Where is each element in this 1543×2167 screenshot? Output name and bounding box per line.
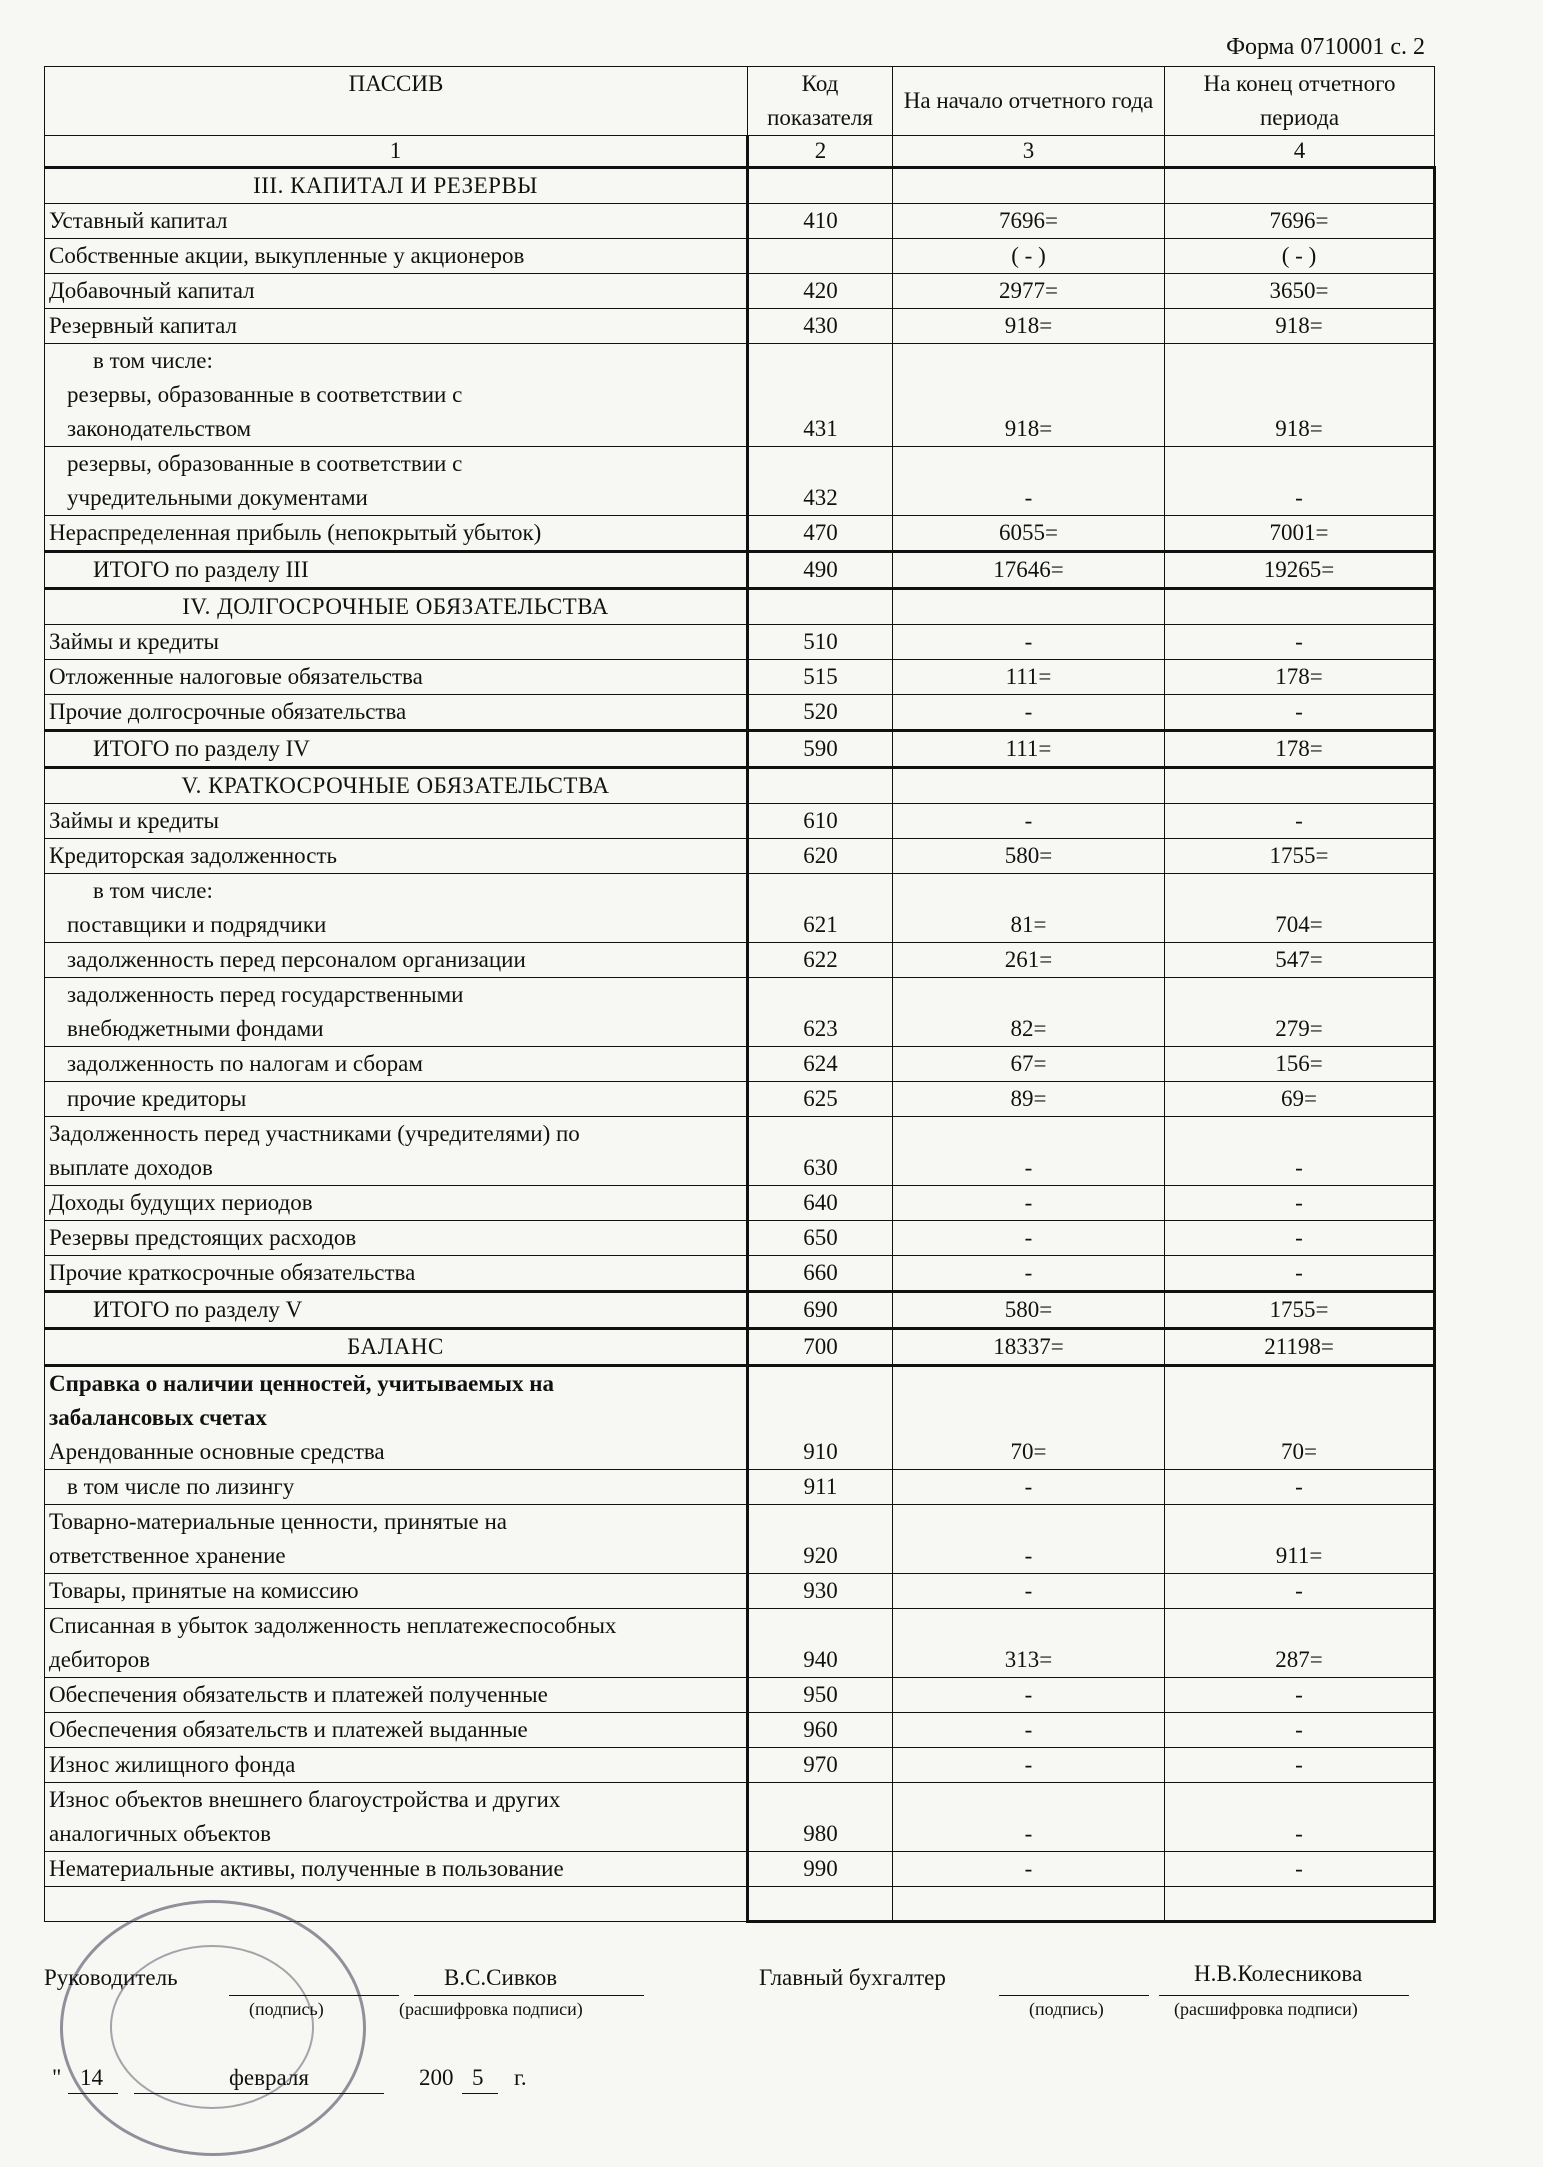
head-label: Руководитель — [44, 1965, 178, 1990]
row-start-value: 6055= — [893, 516, 1165, 552]
row-code: 490 — [748, 552, 893, 589]
row-code: 610 — [748, 804, 893, 839]
table-row — [45, 978, 1435, 1047]
incl-label: в том числе: — [93, 878, 213, 903]
row-start-value: 111= — [893, 731, 1165, 768]
row-label: Резервный капитал — [45, 309, 748, 344]
row-code: 510 — [748, 625, 893, 660]
row-end-value: - — [1165, 1574, 1435, 1609]
row-end-value: 3650= — [1165, 274, 1435, 309]
head-name: В.С.Сивков — [444, 1965, 558, 1990]
row-label-line1: Износ объектов внешнего благоустройства и других — [49, 1787, 561, 1812]
table-row — [45, 1470, 1435, 1505]
row-code: 920 — [748, 1505, 893, 1574]
accountant-decode-hint: (расшифровка подписи) — [1174, 1999, 1358, 2019]
row-label — [45, 1609, 748, 1678]
table-row — [45, 1713, 1435, 1748]
row-end-value: 918= — [1165, 309, 1435, 344]
accountant-label: Главный бухгалтер — [759, 1965, 946, 1990]
table-row — [45, 804, 1435, 839]
row-start-value: 70= — [893, 1366, 1165, 1470]
date-month: февраля — [229, 2065, 309, 2090]
row-code: 650 — [748, 1221, 893, 1256]
row-label: задолженность по налогам и сборам — [45, 1047, 748, 1082]
balance-sheet-liabilities-table — [44, 66, 1436, 1923]
row-start-value: 261= — [893, 943, 1165, 978]
row-code: 515 — [748, 660, 893, 695]
row-label: прочие кредиторы — [45, 1082, 748, 1117]
row-label: Нематериальные активы, полученные в пользование — [45, 1852, 748, 1887]
table-row — [45, 1221, 1435, 1256]
row-label-line2: учредительными документами — [67, 485, 368, 510]
row-label: Прочие долгосрочные обязательства — [45, 695, 748, 731]
col-number-2: 2 — [748, 136, 893, 168]
accountant-name: Н.В.Колесникова — [1194, 1961, 1363, 1986]
row-code: 620 — [748, 839, 893, 874]
table-row — [45, 1256, 1435, 1292]
col-number-4: 4 — [1165, 136, 1435, 168]
row-label: Отложенные налоговые обязательства — [45, 660, 748, 695]
row-code: 410 — [748, 204, 893, 239]
row-label-line: Арендованные основные средства — [49, 1439, 385, 1464]
accountant-signature-line — [999, 1965, 1149, 1996]
section-title-5: V. КРАТКОСРОЧНЫЕ ОБЯЗАТЕЛЬСТВА — [45, 768, 748, 804]
row-end-value: - — [1165, 695, 1435, 731]
table-row — [45, 1678, 1435, 1713]
row-start-value: - — [893, 1574, 1165, 1609]
row-start-value: 7696= — [893, 204, 1165, 239]
date-year-suffix: г. — [514, 2065, 527, 2090]
row-end-value: 1755= — [1165, 1292, 1435, 1329]
row-start-value: - — [893, 1186, 1165, 1221]
row-code: 470 — [748, 516, 893, 552]
row-code: 630 — [748, 1117, 893, 1186]
head-sign-hint: (подпись) — [249, 1999, 324, 2019]
table-row — [45, 344, 1435, 447]
empty-cell — [893, 768, 1165, 804]
row-label — [45, 1117, 748, 1186]
row-end-value: 21198= — [1165, 1329, 1435, 1366]
row-code: 432 — [748, 447, 893, 516]
table-row — [45, 1047, 1435, 1082]
row-end-value: - — [1165, 1678, 1435, 1713]
row-label-line2: ответственное хранение — [49, 1543, 286, 1568]
row-end-value: 178= — [1165, 660, 1435, 695]
row-code: 690 — [748, 1292, 893, 1329]
row-label-line1: задолженность перед государственными — [67, 982, 464, 1007]
row-start-value: - — [893, 447, 1165, 516]
row-start-value: - — [893, 1117, 1165, 1186]
row-code: 911 — [748, 1470, 893, 1505]
row-end-value: 1755= — [1165, 839, 1435, 874]
total-row — [45, 731, 1435, 768]
section-title-4: IV. ДОЛГОСРОЧНЫЕ ОБЯЗАТЕЛЬСТВА — [45, 589, 748, 625]
row-label: ИТОГО по разделу V — [45, 1292, 748, 1329]
section-title-3: III. КАПИТАЛ И РЕЗЕРВЫ — [45, 168, 748, 204]
accountant-sign-hint: (подпись) — [1029, 1999, 1104, 2019]
row-code: 623 — [748, 978, 893, 1047]
row-end-value: - — [1165, 1117, 1435, 1186]
date-year-digit: 5 — [472, 2065, 484, 2090]
row-end-value: - — [1165, 447, 1435, 516]
row-label-line2: законодательством — [67, 416, 252, 441]
head-signature-line — [229, 1965, 399, 1996]
row-label-line2: дебиторов — [49, 1647, 151, 1672]
table-row — [45, 1783, 1435, 1852]
row-start-value: 2977= — [893, 274, 1165, 309]
table-row — [45, 1186, 1435, 1221]
row-code: 960 — [748, 1713, 893, 1748]
row-start-value: 918= — [893, 309, 1165, 344]
row-code: 621 — [748, 874, 893, 943]
row-code: 950 — [748, 1678, 893, 1713]
row-start-value: 82= — [893, 978, 1165, 1047]
row-code: 430 — [748, 309, 893, 344]
head-decode-hint: (расшифровка подписи) — [399, 1999, 583, 2019]
table-row — [45, 1082, 1435, 1117]
header-liabilities: ПАССИВ — [45, 67, 748, 136]
empty-cell — [1165, 768, 1435, 804]
total-row — [45, 552, 1435, 589]
table-row — [45, 204, 1435, 239]
row-code: 980 — [748, 1783, 893, 1852]
table-row — [45, 447, 1435, 516]
empty-cell — [748, 768, 893, 804]
balance-total-row — [45, 1329, 1435, 1366]
row-label: Кредиторская задолженность — [45, 839, 748, 874]
row-label — [45, 447, 748, 516]
table-row — [45, 1574, 1435, 1609]
row-code: 625 — [748, 1082, 893, 1117]
row-start-value: - — [893, 1221, 1165, 1256]
row-start-value: - — [893, 1470, 1165, 1505]
row-label-line1: Товарно-материальные ценности, принятые на — [49, 1509, 507, 1534]
row-end-value: 19265= — [1165, 552, 1435, 589]
table-row — [45, 1117, 1435, 1186]
row-end-value: 69= — [1165, 1082, 1435, 1117]
table-row — [45, 839, 1435, 874]
row-label: Нераспределенная прибыль (непокрытый убыток) — [45, 516, 748, 552]
row-code: 640 — [748, 1186, 893, 1221]
row-end-value: 178= — [1165, 731, 1435, 768]
table-row — [45, 625, 1435, 660]
row-code — [748, 239, 893, 274]
row-end-value: 911= — [1165, 1505, 1435, 1574]
row-end-value: 156= — [1165, 1047, 1435, 1082]
row-end-value: - — [1165, 804, 1435, 839]
row-end-value: 287= — [1165, 1609, 1435, 1678]
table-row — [45, 1748, 1435, 1783]
row-label-line2: выплате доходов — [49, 1155, 213, 1180]
row-label: Собственные акции, выкупленные у акционеров — [45, 239, 748, 274]
form-number: Форма 0710001 с. 2 — [1226, 34, 1425, 60]
row-start-value: ( - ) — [893, 239, 1165, 274]
row-start-value: 580= — [893, 839, 1165, 874]
row-end-value: 7696= — [1165, 204, 1435, 239]
date-day: 14 — [80, 2065, 103, 2090]
row-code: 590 — [748, 731, 893, 768]
row-end-value: - — [1165, 1713, 1435, 1748]
row-end-value: 279= — [1165, 978, 1435, 1047]
row-end-value: 918= — [1165, 344, 1435, 447]
row-start-value: 918= — [893, 344, 1165, 447]
off-balance-title-line2: забалансовых счетах — [49, 1405, 267, 1430]
header-row — [45, 67, 1435, 136]
date-year-prefix: 200 — [419, 2065, 454, 2090]
row-label — [45, 1366, 748, 1470]
table-row — [45, 695, 1435, 731]
row-start-value: - — [893, 695, 1165, 731]
table-row — [45, 1609, 1435, 1678]
row-start-value: 580= — [893, 1292, 1165, 1329]
row-label-line2: аналогичных объектов — [49, 1821, 271, 1846]
row-start-value: - — [893, 1783, 1165, 1852]
row-start-value: - — [893, 1256, 1165, 1292]
row-end-value: - — [1165, 1470, 1435, 1505]
row-label: ИТОГО по разделу III — [45, 552, 748, 589]
table-row — [45, 943, 1435, 978]
row-end-value: ( - ) — [1165, 239, 1435, 274]
row-code: 910 — [748, 1366, 893, 1470]
row-label: Уставный капитал — [45, 204, 748, 239]
header-start: На начало отчетного года — [893, 67, 1165, 136]
row-label-line1: Задолженность перед участниками (учредителями) по — [49, 1121, 580, 1146]
row-code: 660 — [748, 1256, 893, 1292]
row-end-value: 7001= — [1165, 516, 1435, 552]
row-start-value: 18337= — [893, 1329, 1165, 1366]
row-start-value: - — [893, 1713, 1165, 1748]
row-code: 624 — [748, 1047, 893, 1082]
row-label-line1: резервы, образованные в соответствии с — [67, 382, 463, 407]
header-end: На конец отчетного периода — [1165, 67, 1435, 136]
row-code: 930 — [748, 1574, 893, 1609]
row-end-value: 547= — [1165, 943, 1435, 978]
row-code: 970 — [748, 1748, 893, 1783]
table-row — [45, 874, 1435, 943]
row-label — [45, 344, 748, 447]
off-balance-title-line1: Справка о наличии ценностей, учитываемых на — [49, 1371, 554, 1396]
row-start-value: - — [893, 1748, 1165, 1783]
empty-cell — [748, 168, 893, 204]
row-end-value: - — [1165, 625, 1435, 660]
table-row — [45, 516, 1435, 552]
row-code: 420 — [748, 274, 893, 309]
total-row — [45, 1292, 1435, 1329]
header-code: Код показателя — [748, 67, 893, 136]
empty-cell — [1165, 1887, 1435, 1922]
row-label: Товары, принятые на комиссию — [45, 1574, 748, 1609]
row-end-value: 704= — [1165, 874, 1435, 943]
row-label: в том числе по лизингу — [45, 1470, 748, 1505]
row-label-line2: внебюджетными фондами — [67, 1016, 324, 1041]
row-label-line1: резервы, образованные в соответствии с — [67, 451, 463, 476]
row-label: задолженность перед персоналом организации — [45, 943, 748, 978]
row-start-value: 81= — [893, 874, 1165, 943]
table-row — [45, 1852, 1435, 1887]
row-code: 622 — [748, 943, 893, 978]
row-code: 431 — [748, 344, 893, 447]
row-start-value: - — [893, 804, 1165, 839]
row-start-value: - — [893, 1678, 1165, 1713]
row-start-value: - — [893, 1852, 1165, 1887]
row-label — [45, 1783, 748, 1852]
row-label: Резервы предстоящих расходов — [45, 1221, 748, 1256]
empty-cell — [748, 589, 893, 625]
row-label: Добавочный капитал — [45, 274, 748, 309]
signatures-block — [44, 1961, 1444, 2125]
row-label-line: поставщики и подрядчики — [67, 912, 327, 937]
row-start-value: 111= — [893, 660, 1165, 695]
table-row — [45, 1366, 1435, 1470]
table-row — [45, 660, 1435, 695]
row-start-value: 89= — [893, 1082, 1165, 1117]
table-row — [45, 239, 1435, 274]
row-start-value: 17646= — [893, 552, 1165, 589]
row-label — [45, 978, 748, 1047]
row-start-value: 313= — [893, 1609, 1165, 1678]
row-end-value: - — [1165, 1221, 1435, 1256]
section-row — [45, 589, 1435, 625]
incl-label: в том числе: — [93, 348, 213, 373]
row-label: Займы и кредиты — [45, 625, 748, 660]
row-start-value: 67= — [893, 1047, 1165, 1082]
col-number-3: 3 — [893, 136, 1165, 168]
row-code: 520 — [748, 695, 893, 731]
row-label — [45, 874, 748, 943]
row-label: Займы и кредиты — [45, 804, 748, 839]
empty-cell — [893, 1887, 1165, 1922]
date-open-quote: " — [52, 2065, 62, 2090]
table-row — [45, 274, 1435, 309]
row-label: Обеспечения обязательств и платежей полученные — [45, 1678, 748, 1713]
row-start-value: - — [893, 625, 1165, 660]
row-label — [45, 1505, 748, 1574]
row-end-value: - — [1165, 1852, 1435, 1887]
empty-cell — [748, 1887, 893, 1922]
table-row — [45, 309, 1435, 344]
row-end-value: - — [1165, 1186, 1435, 1221]
empty-cell — [893, 168, 1165, 204]
col-number-1: 1 — [45, 136, 748, 168]
row-end-value: 70= — [1165, 1366, 1435, 1470]
row-label: Обеспечения обязательств и платежей выданные — [45, 1713, 748, 1748]
balance-label: БАЛАНС — [45, 1329, 748, 1366]
row-code: 700 — [748, 1329, 893, 1366]
row-code: 990 — [748, 1852, 893, 1887]
row-end-value: - — [1165, 1783, 1435, 1852]
row-start-value: - — [893, 1505, 1165, 1574]
row-label: Прочие краткосрочные обязательства — [45, 1256, 748, 1292]
row-label: Доходы будущих периодов — [45, 1186, 748, 1221]
empty-cell — [893, 589, 1165, 625]
row-label: Износ жилищного фонда — [45, 1748, 748, 1783]
row-end-value: - — [1165, 1256, 1435, 1292]
row-label: ИТОГО по разделу IV — [45, 731, 748, 768]
empty-cell — [1165, 168, 1435, 204]
table-row — [45, 1505, 1435, 1574]
column-number-row — [45, 136, 1435, 168]
row-code: 940 — [748, 1609, 893, 1678]
section-row — [45, 768, 1435, 804]
row-label-line1: Списанная в убыток задолженность неплатежеспособных — [49, 1613, 617, 1638]
row-end-value: - — [1165, 1748, 1435, 1783]
empty-cell — [1165, 589, 1435, 625]
section-row — [45, 168, 1435, 204]
